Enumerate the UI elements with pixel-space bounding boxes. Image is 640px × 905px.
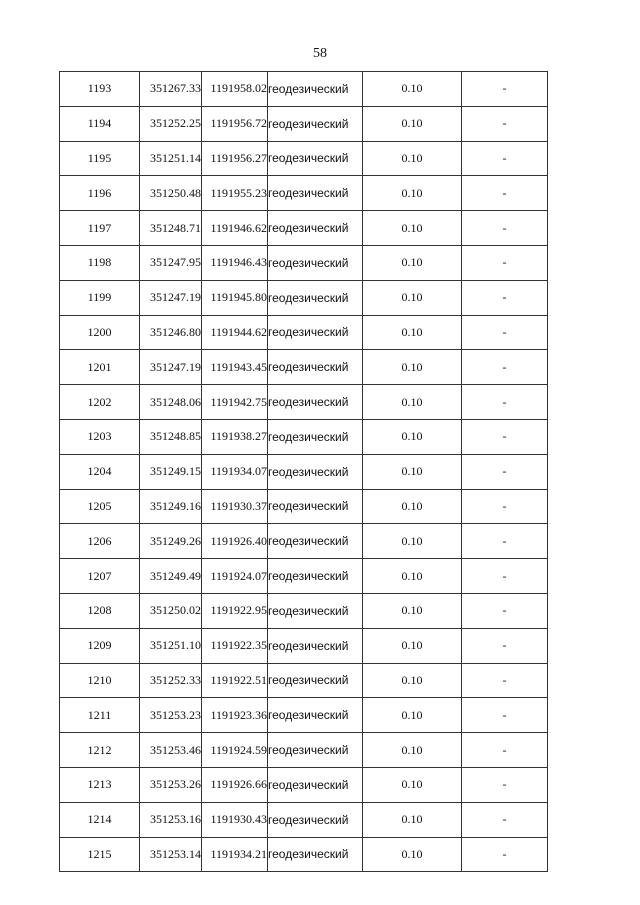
note-cell: - <box>462 524 548 559</box>
table-body <box>60 72 548 872</box>
method-cell: геодезический <box>268 802 363 837</box>
point-number-cell: 1195 <box>60 141 140 176</box>
y-coordinate-cell: 1191922.35 <box>202 628 268 663</box>
point-number-cell: 1208 <box>60 593 140 628</box>
accuracy-cell: 0.10 <box>363 211 462 246</box>
y-coordinate-cell: 1191956.72 <box>202 106 268 141</box>
y-coordinate-cell: 1191958.02 <box>202 72 268 107</box>
method-cell: геодезический <box>268 280 363 315</box>
point-number-cell: 1212 <box>60 733 140 768</box>
x-coordinate-cell: 351249.26 <box>140 524 202 559</box>
x-coordinate-cell: 351250.48 <box>140 176 202 211</box>
note-cell: - <box>462 106 548 141</box>
y-coordinate-cell: 1191956.27 <box>202 141 268 176</box>
table-row <box>60 454 548 489</box>
coordinates-table <box>59 71 548 872</box>
x-coordinate-cell: 351249.15 <box>140 454 202 489</box>
method-cell: геодезический <box>268 698 363 733</box>
note-cell: - <box>462 559 548 594</box>
y-coordinate-cell: 1191926.40 <box>202 524 268 559</box>
table-row <box>60 419 548 454</box>
note-cell: - <box>462 802 548 837</box>
y-coordinate-cell: 1191944.62 <box>202 315 268 350</box>
y-coordinate-cell: 1191923.36 <box>202 698 268 733</box>
y-coordinate-cell: 1191943.45 <box>202 350 268 385</box>
table-row <box>60 524 548 559</box>
point-number-cell: 1197 <box>60 211 140 246</box>
method-cell: геодезический <box>268 454 363 489</box>
point-number-cell: 1207 <box>60 559 140 594</box>
accuracy-cell: 0.10 <box>363 280 462 315</box>
note-cell: - <box>462 176 548 211</box>
x-coordinate-cell: 351248.06 <box>140 385 202 420</box>
method-cell: геодезический <box>268 315 363 350</box>
point-number-cell: 1214 <box>60 802 140 837</box>
method-cell: геодезический <box>268 141 363 176</box>
table-row <box>60 315 548 350</box>
x-coordinate-cell: 351253.14 <box>140 837 202 872</box>
note-cell: - <box>462 454 548 489</box>
method-cell: геодезический <box>268 767 363 802</box>
note-cell: - <box>462 350 548 385</box>
method-cell: геодезический <box>268 176 363 211</box>
x-coordinate-cell: 351249.16 <box>140 489 202 524</box>
x-coordinate-cell: 351267.33 <box>140 72 202 107</box>
note-cell: - <box>462 489 548 524</box>
accuracy-cell: 0.10 <box>363 385 462 420</box>
note-cell: - <box>462 141 548 176</box>
accuracy-cell: 0.10 <box>363 106 462 141</box>
table-row <box>60 141 548 176</box>
x-coordinate-cell: 351247.95 <box>140 245 202 280</box>
note-cell: - <box>462 628 548 663</box>
point-number-cell: 1215 <box>60 837 140 872</box>
table-row <box>60 663 548 698</box>
x-coordinate-cell: 351253.16 <box>140 802 202 837</box>
method-cell: геодезический <box>268 72 363 107</box>
x-coordinate-cell: 351248.71 <box>140 211 202 246</box>
accuracy-cell: 0.10 <box>363 767 462 802</box>
table-row <box>60 350 548 385</box>
accuracy-cell: 0.10 <box>363 454 462 489</box>
point-number-cell: 1213 <box>60 767 140 802</box>
x-coordinate-cell: 351253.26 <box>140 767 202 802</box>
y-coordinate-cell: 1191946.43 <box>202 245 268 280</box>
y-coordinate-cell: 1191934.07 <box>202 454 268 489</box>
accuracy-cell: 0.10 <box>363 419 462 454</box>
accuracy-cell: 0.10 <box>363 663 462 698</box>
x-coordinate-cell: 351252.33 <box>140 663 202 698</box>
point-number-cell: 1200 <box>60 315 140 350</box>
method-cell: геодезический <box>268 733 363 768</box>
method-cell: геодезический <box>268 489 363 524</box>
table-row <box>60 593 548 628</box>
note-cell: - <box>462 733 548 768</box>
method-cell: геодезический <box>268 593 363 628</box>
note-cell: - <box>462 698 548 733</box>
table-row <box>60 280 548 315</box>
x-coordinate-cell: 351253.46 <box>140 733 202 768</box>
accuracy-cell: 0.10 <box>363 141 462 176</box>
accuracy-cell: 0.10 <box>363 733 462 768</box>
point-number-cell: 1205 <box>60 489 140 524</box>
table-row <box>60 385 548 420</box>
accuracy-cell: 0.10 <box>363 628 462 663</box>
table-row <box>60 733 548 768</box>
y-coordinate-cell: 1191924.07 <box>202 559 268 594</box>
table-row <box>60 489 548 524</box>
point-number-cell: 1206 <box>60 524 140 559</box>
accuracy-cell: 0.10 <box>363 593 462 628</box>
note-cell: - <box>462 211 548 246</box>
accuracy-cell: 0.10 <box>363 802 462 837</box>
point-number-cell: 1198 <box>60 245 140 280</box>
page-number: 58 <box>313 46 327 61</box>
table-row <box>60 176 548 211</box>
point-number-cell: 1193 <box>60 72 140 107</box>
note-cell: - <box>462 593 548 628</box>
method-cell: геодезический <box>268 245 363 280</box>
y-coordinate-cell: 1191942.75 <box>202 385 268 420</box>
x-coordinate-cell: 351251.14 <box>140 141 202 176</box>
table-row <box>60 767 548 802</box>
table-row <box>60 628 548 663</box>
accuracy-cell: 0.10 <box>363 176 462 211</box>
method-cell: геодезический <box>268 663 363 698</box>
point-number-cell: 1201 <box>60 350 140 385</box>
table-row <box>60 559 548 594</box>
point-number-cell: 1202 <box>60 385 140 420</box>
method-cell: геодезический <box>268 628 363 663</box>
x-coordinate-cell: 351252.25 <box>140 106 202 141</box>
y-coordinate-cell: 1191946.62 <box>202 211 268 246</box>
table-row <box>60 72 548 107</box>
note-cell: - <box>462 385 548 420</box>
point-number-cell: 1196 <box>60 176 140 211</box>
method-cell: геодезический <box>268 419 363 454</box>
point-number-cell: 1199 <box>60 280 140 315</box>
x-coordinate-cell: 351253.23 <box>140 698 202 733</box>
table-row <box>60 211 548 246</box>
point-number-cell: 1211 <box>60 698 140 733</box>
y-coordinate-cell: 1191926.66 <box>202 767 268 802</box>
x-coordinate-cell: 351247.19 <box>140 350 202 385</box>
x-coordinate-cell: 351247.19 <box>140 280 202 315</box>
y-coordinate-cell: 1191930.37 <box>202 489 268 524</box>
y-coordinate-cell: 1191930.43 <box>202 802 268 837</box>
accuracy-cell: 0.10 <box>363 489 462 524</box>
point-number-cell: 1204 <box>60 454 140 489</box>
accuracy-cell: 0.10 <box>363 698 462 733</box>
accuracy-cell: 0.10 <box>363 524 462 559</box>
table-row <box>60 698 548 733</box>
y-coordinate-cell: 1191955.23 <box>202 176 268 211</box>
note-cell: - <box>462 767 548 802</box>
note-cell: - <box>462 663 548 698</box>
accuracy-cell: 0.10 <box>363 315 462 350</box>
point-number-cell: 1210 <box>60 663 140 698</box>
x-coordinate-cell: 351251.10 <box>140 628 202 663</box>
accuracy-cell: 0.10 <box>363 72 462 107</box>
note-cell: - <box>462 245 548 280</box>
accuracy-cell: 0.10 <box>363 559 462 594</box>
y-coordinate-cell: 1191945.80 <box>202 280 268 315</box>
table-row <box>60 106 548 141</box>
point-number-cell: 1194 <box>60 106 140 141</box>
note-cell: - <box>462 72 548 107</box>
note-cell: - <box>462 419 548 454</box>
y-coordinate-cell: 1191924.59 <box>202 733 268 768</box>
y-coordinate-cell: 1191934.21 <box>202 837 268 872</box>
method-cell: геодезический <box>268 524 363 559</box>
y-coordinate-cell: 1191938.27 <box>202 419 268 454</box>
note-cell: - <box>462 315 548 350</box>
accuracy-cell: 0.10 <box>363 837 462 872</box>
method-cell: геодезический <box>268 559 363 594</box>
x-coordinate-cell: 351249.49 <box>140 559 202 594</box>
x-coordinate-cell: 351250.02 <box>140 593 202 628</box>
y-coordinate-cell: 1191922.95 <box>202 593 268 628</box>
table-row <box>60 245 548 280</box>
method-cell: геодезический <box>268 350 363 385</box>
method-cell: геодезический <box>268 385 363 420</box>
x-coordinate-cell: 351248.85 <box>140 419 202 454</box>
x-coordinate-cell: 351246.80 <box>140 315 202 350</box>
table-row <box>60 802 548 837</box>
table-row <box>60 837 548 872</box>
note-cell: - <box>462 280 548 315</box>
accuracy-cell: 0.10 <box>363 350 462 385</box>
method-cell: геодезический <box>268 837 363 872</box>
note-cell: - <box>462 837 548 872</box>
method-cell: геодезический <box>268 211 363 246</box>
point-number-cell: 1203 <box>60 419 140 454</box>
point-number-cell: 1209 <box>60 628 140 663</box>
y-coordinate-cell: 1191922.51 <box>202 663 268 698</box>
method-cell: геодезический <box>268 106 363 141</box>
accuracy-cell: 0.10 <box>363 245 462 280</box>
